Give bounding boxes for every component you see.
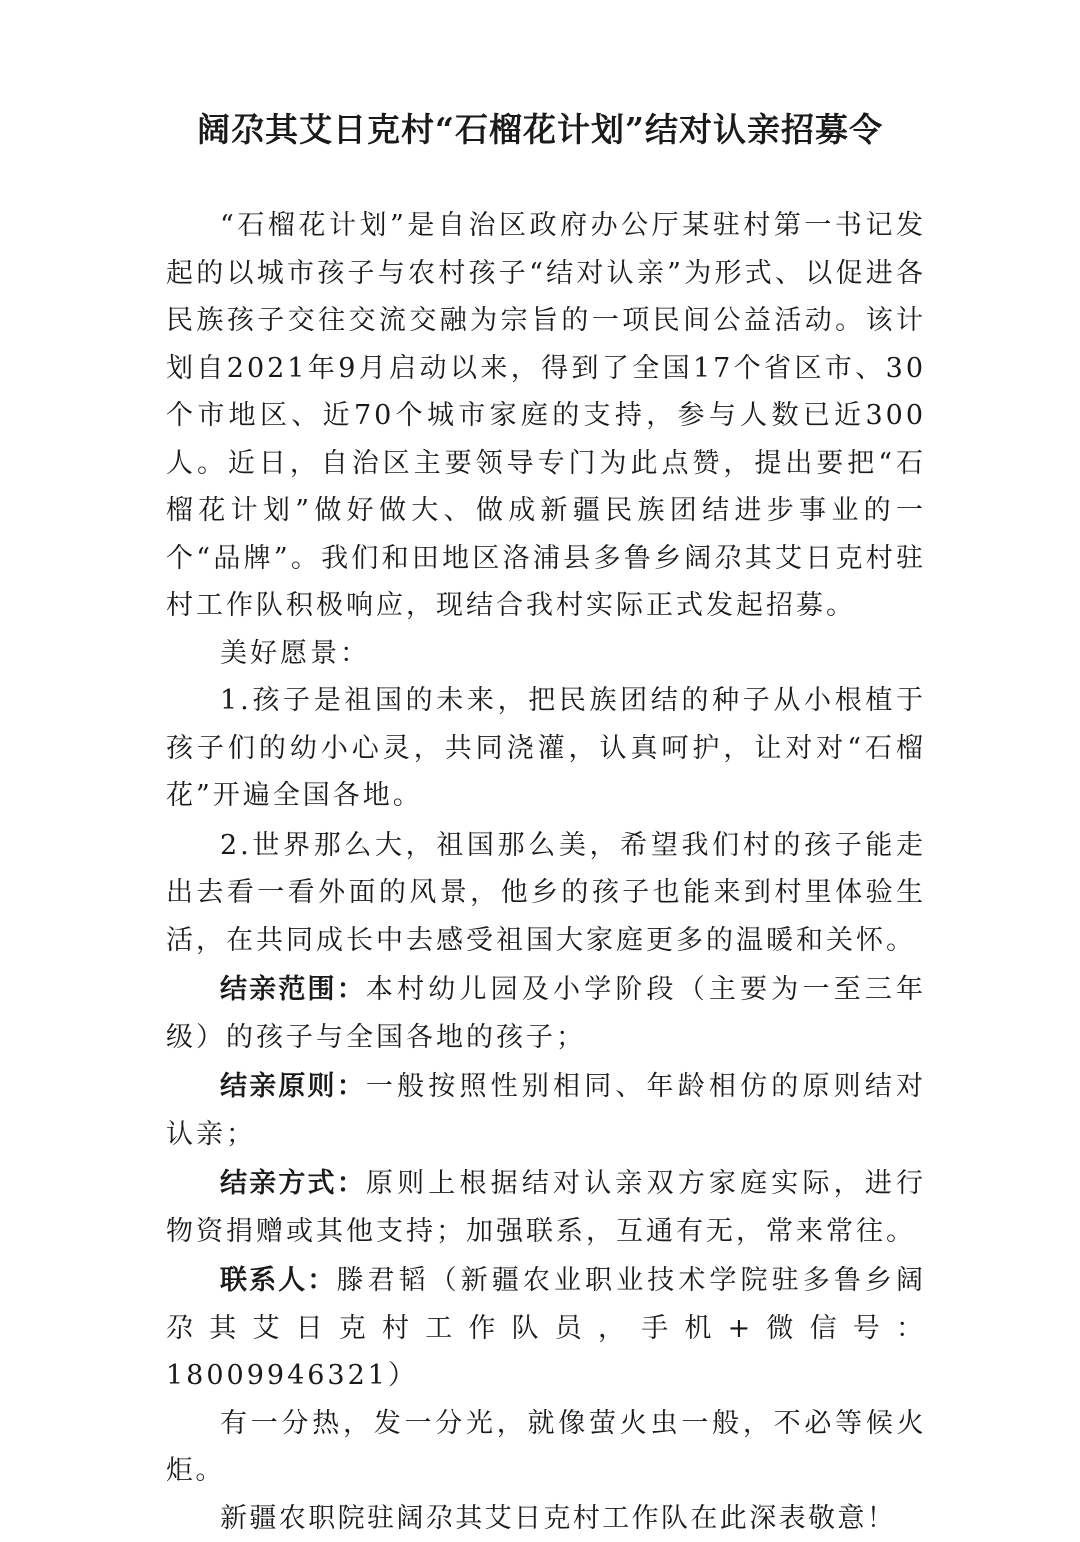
contact-label: 联系人：: [220, 1265, 336, 1296]
scope-label: 结亲范围：: [220, 974, 366, 1005]
contact-text: 滕君韬（新疆农业职业技术学院驻多鲁乡阔尕其艾日克村工作队员，手机+微信号：18009946321）: [166, 1265, 926, 1391]
scope-text: 本村幼儿园及小学阶段（主要为一至三年级）的孩子与全国各地的孩子；: [166, 974, 926, 1053]
vision-item-1: 1.孩子是祖国的未来，把民族团结的种子从小根植于孩子们的幼小心灵，共同浇灌，认真呵护，让对对“石榴花”开遍全国各地。: [166, 677, 926, 820]
principle-paragraph: [166, 1063, 926, 1158]
contact-paragraph: [166, 1257, 926, 1400]
document-title: 阔尕其艾日克村“石榴花计划”结对认亲招募令: [0, 104, 1080, 151]
method-label: 结亲方式：: [220, 1168, 366, 1199]
method-text: 原则上根据结对认亲双方家庭实际，进行物资捐赠或其他支持；加强联系，互通有无，常来常往。: [166, 1168, 926, 1247]
closing-line-2: 新疆农职院驻阔尕其艾日克村工作队在此深表敬意！: [166, 1495, 926, 1542]
document-body: [166, 202, 926, 1542]
intro-paragraph: “石榴花计划”是自治区政府办公厅某驻村第一书记发起的以城市孩子与农村孩子“结对认亲”为形式、以促进各民族孩子交往交流交融为宗旨的一项民间公益活动。该计划自2021年9月启动以来，得到了全国17个省区市、30个市地区、近70个城市家庭的支持，参与人数已近300人。近日，自治区主要领导专门为此点赞，提出要把“石榴花计划”做好做大、做成新疆民族团结进步事业的一个“品牌”。我们和田地区洛浦县多鲁乡阔尕其艾日克村驻村工作队积极响应，现结合我村实际正式发起招募。: [166, 202, 926, 630]
scope-paragraph: [166, 966, 926, 1061]
principle-label: 结亲原则：: [220, 1071, 366, 1102]
closing-line-1: 有一分热，发一分光，就像萤火虫一般，不必等候火炬。: [166, 1400, 926, 1495]
vision-item-2: 2.世界那么大，祖国那么美，希望我们村的孩子能走出去看一看外面的风景，他乡的孩子也能来到村里体验生活，在共同成长中去感受祖国大家庭更多的温暖和关怀。: [166, 822, 926, 965]
principle-text: 一般按照性别相同、年龄相仿的原则结对认亲；: [166, 1071, 926, 1150]
method-paragraph: [166, 1160, 926, 1255]
vision-heading: 美好愿景：: [166, 630, 926, 678]
